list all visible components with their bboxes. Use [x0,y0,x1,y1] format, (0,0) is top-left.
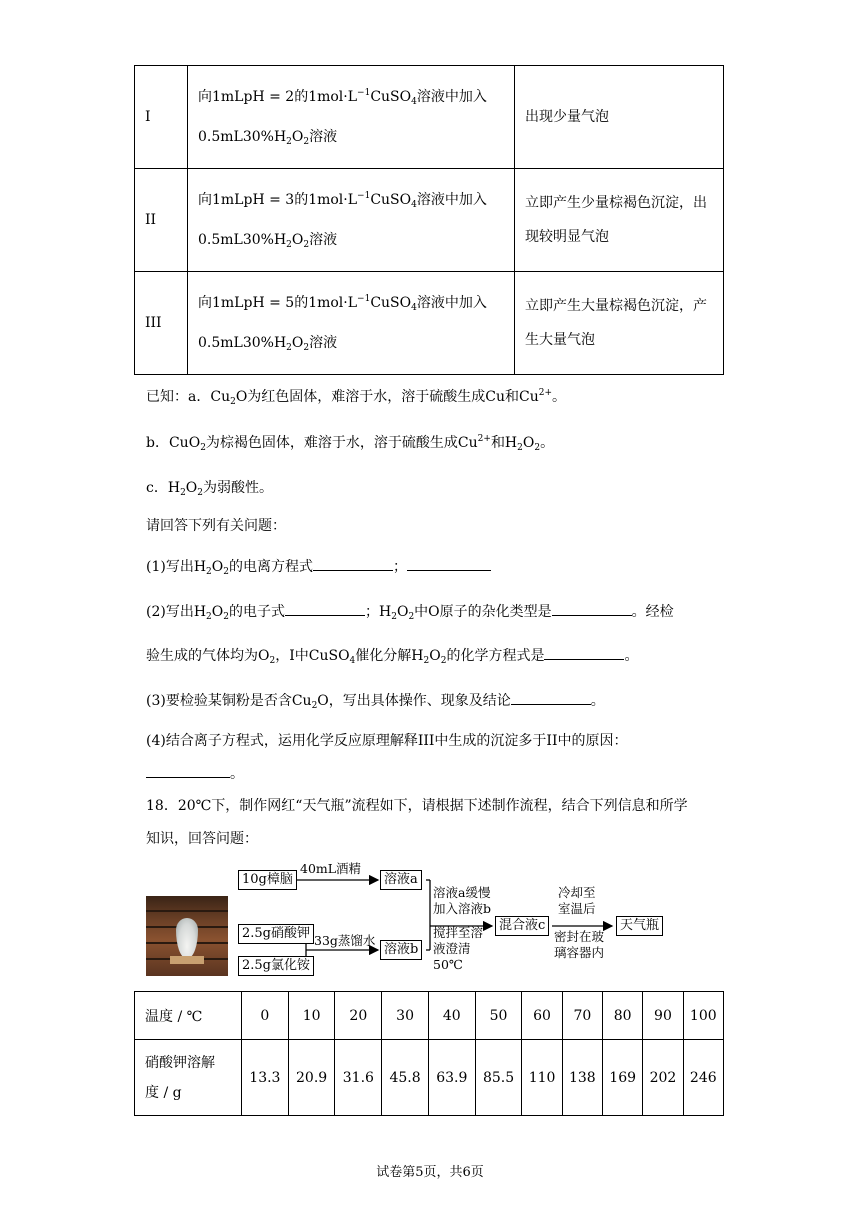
experiment-phenomenon: 出现少量气泡 [515,66,724,169]
experiment-table [134,65,724,375]
experiment-operation: 向1mLpH = 5的$1mol\cdot L^{-1}CuSO_4$溶液中加入 $0.5mL30\%H_2O_2$溶液 [188,272,515,375]
box-solution-a: 溶液a [380,870,422,890]
solubility-cell: 110 [522,1040,562,1116]
label-mix-3: 搅拌至溶 [433,925,484,940]
box-potassium-nitrate: 2.5g硝酸钾 [238,924,314,944]
temperature-cell: 30 [382,992,429,1040]
question-2-line-1: (2)写出$H_2O_2$的电子式 ；$H_2O_2$中O原子的杂化类型是 。经检 [146,604,674,622]
label-mix-2: 加入溶液b [433,901,492,916]
box-storm-glass: 天气瓶 [616,916,663,936]
solubility-cell: 31.6 [335,1040,382,1116]
known-b: b．CuO$_2$为棕褐色固体，难溶于水，溶于硫酸生成$Cu^{2+}$和$H_2O_2$。 [146,434,555,453]
temperature-cell: 80 [603,992,643,1040]
temperature-cell: 60 [522,992,562,1040]
box-ammonium-chloride: 2.5g氯化铵 [238,956,314,976]
temperature-cell: 100 [683,992,723,1040]
box-camphor: 10g樟脑 [238,870,297,890]
box-solution-b: 溶液b [380,940,422,960]
answer-blank[interactable] [544,647,624,660]
experiment-phenomenon: 立即产生少量棕褐色沉淀，出 现较明显气泡 [515,169,724,272]
solubility-cell: 85.5 [475,1040,522,1116]
temperature-cell: 20 [335,992,382,1040]
temperature-header: 温度 / ℃ [135,992,242,1040]
temperature-cell: 50 [475,992,522,1040]
solubility-cell: 20.9 [288,1040,335,1116]
box-mixture-c: 混合液c [495,916,549,936]
answer-blank[interactable] [146,765,230,778]
question-2-line-2: 验生成的气体均为$O_2$，I中CuSO$_4$催化分解$H_2O_2$的化学方程式是 。 [146,648,639,666]
question-3: (3)要检验某铜粉是否含$Cu_2O$，写出具体操作、现象及结论 。 [146,693,605,711]
solubility-cell: 202 [643,1040,683,1116]
label-cool-2: 室温后 [558,901,596,916]
question-4-line-1: (4)结合离子方程式，运用化学反应原理解释III中生成的沉淀多于II中的原因： [146,733,628,749]
question-4-line-2: 。 [146,763,244,783]
solubility-cell: 169 [603,1040,643,1116]
storm-glass-flowchart [146,858,686,980]
answer-blank[interactable] [313,558,393,571]
questions-intro: 请回答下列有关问题： [146,518,286,534]
answer-blank[interactable] [511,692,591,705]
answer-blank[interactable] [407,558,491,571]
label-mix-4: 液澄清 [433,941,471,956]
experiment-id: III [135,272,188,375]
temperature-cell: 10 [288,992,335,1040]
experiment-phenomenon: 立即产生大量棕褐色沉淀，产 生大量气泡 [515,272,724,375]
label-mix-5: 50℃ [433,957,463,972]
label-mix-1: 溶液a缓慢 [433,885,491,900]
experiment-operation: 向1mLpH = 2的$1mol\cdot L^{-1}CuSO_4$溶液中加入 $0.5mL30\%H_2O_2$溶液 [188,66,515,169]
solubility-header: 硝酸钾溶解 度 / g [135,1040,242,1116]
answer-blank[interactable] [285,603,365,616]
temperature-cell: 0 [242,992,289,1040]
question-18-line-2: 知识，回答问题： [146,831,258,847]
question-18-line-1: 18．20℃下，制作网红“天气瓶”流程如下，请根据下述制作流程，结合下列信息和所学 [146,798,688,814]
table-row [135,992,724,1040]
table-row [135,66,724,169]
table-row [135,1040,724,1116]
solubility-cell: 138 [562,1040,602,1116]
solubility-cell: 246 [683,1040,723,1116]
label-cool-3: 密封在玻 [554,929,605,944]
experiment-operation: 向1mLpH = 3的$1mol\cdot L^{-1}CuSO_4$溶液中加入 $0.5mL30\%H_2O_2$溶液 [188,169,515,272]
temperature-cell: 40 [428,992,475,1040]
temperature-cell: 70 [562,992,602,1040]
page-footer: 试卷第5页，共6页 [376,1165,484,1180]
solubility-cell: 13.3 [242,1040,289,1116]
solubility-cell: 63.9 [428,1040,475,1116]
label-distilled-water: 33g蒸馏水 [314,933,376,948]
solubility-cell: 45.8 [382,1040,429,1116]
table-row [135,169,724,272]
label-alcohol: 40mL酒精 [300,861,362,876]
experiment-id: I [135,66,188,169]
known-a: 已知：a．$Cu_2O$为红色固体，难溶于水，溶于硫酸生成Cu和$Cu^{2+}$。 [146,388,567,407]
label-cool-1: 冷却至 [558,885,596,900]
temperature-cell: 90 [643,992,683,1040]
table-row [135,272,724,375]
answer-blank[interactable] [552,603,632,616]
experiment-id: II [135,169,188,272]
question-1: (1)写出$H_2O_2$的电离方程式 ； [146,556,491,576]
known-c: c．$H_2O_2$为弱酸性。 [146,480,274,498]
label-cool-4: 璃容器内 [554,945,605,960]
solubility-table [134,991,724,1116]
